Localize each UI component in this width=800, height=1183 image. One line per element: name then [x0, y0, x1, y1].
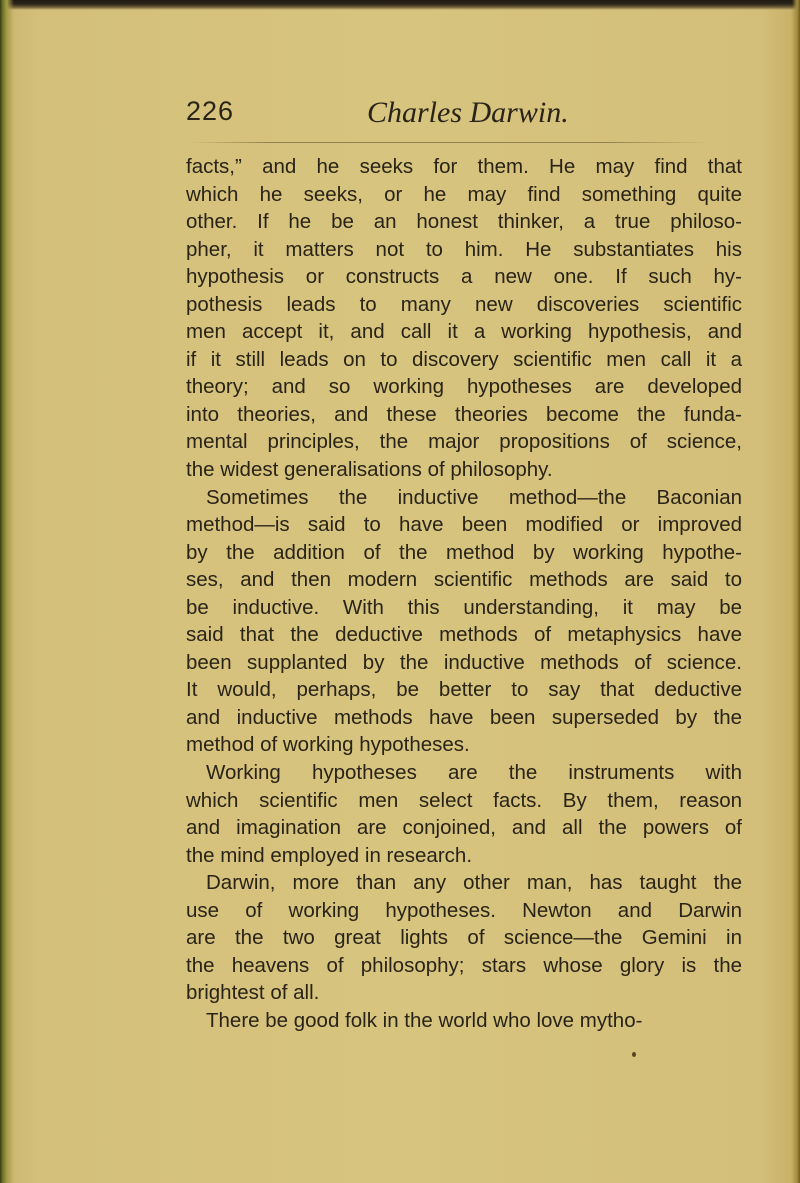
text-line: ses, and then modern scientific methods are said to: [186, 568, 742, 592]
text-line: facts,” and he seeks for them. He may find that: [186, 155, 742, 178]
text-line: if it still leads on to discovery scientific men call it a: [186, 347, 742, 371]
running-head: Charles Darwin.: [367, 96, 569, 129]
text-line: and imagination are conjoined, and all the powers of: [186, 816, 742, 840]
text-line: the widest generalisations of philosophy.: [186, 458, 553, 482]
text-line: by the addition of the method by working hypothe-: [186, 540, 742, 564]
body-text: [186, 153, 742, 1035]
text-line: the heavens of philosophy; stars whose glory is the: [186, 953, 742, 977]
text-line: hypothesis or constructs a new one. If such hy-: [186, 265, 742, 289]
text-line: into theories, and these theories become the funda-: [186, 402, 742, 426]
text-line: brightest of all.: [186, 981, 320, 1005]
text-line: which he seeks, or he may find something quite: [186, 182, 742, 206]
text-line: Sometimes the inductive method—the Baconian: [206, 485, 742, 509]
text-line: be inductive. With this understanding, it may be: [186, 595, 742, 619]
text-line: use of working hypotheses. Newton and Darwin: [186, 898, 742, 922]
text-line: are the two great lights of science—the Gemini in: [186, 926, 742, 950]
text-line: men accept it, and call it a working hypothesis, and: [186, 320, 742, 344]
text-line: said that the deductive methods of metaphysics have: [186, 623, 742, 647]
page-top-edge: [0, 0, 800, 10]
page-number: 226: [186, 96, 235, 126]
page-right-edge: [792, 0, 800, 1183]
header-rule: [190, 142, 710, 143]
text-line: method—is said to have been modified or improved: [186, 513, 742, 537]
text-line: There be good folk in the world who love mytho-: [206, 1008, 643, 1032]
page-left-edge: [0, 0, 14, 1183]
text-line: which scientific men select facts. By them, reason: [186, 788, 742, 812]
page-header: [186, 96, 746, 136]
text-line: theory; and so working hypotheses are developed: [186, 375, 742, 399]
text-line: the mind employed in research.: [186, 843, 473, 867]
text-line: pothesis leads to many new discoveries scientific: [186, 292, 742, 316]
text-line: been supplanted by the inductive methods of science.: [186, 650, 742, 674]
ink-speck: [632, 1052, 636, 1057]
text-line: mental principles, the major propositions of science,: [186, 430, 742, 454]
text-line: Working hypotheses are the instruments with: [206, 761, 742, 785]
text-line: pher, it matters not to him. He substantiates his: [186, 237, 742, 261]
text-line: other. If he be an honest thinker, a true philoso-: [186, 210, 742, 234]
text-line: Darwin, more than any other man, has taught the: [206, 871, 742, 895]
text-line: It would, perhaps, be better to say that deductive: [186, 678, 742, 702]
text-line: method of working hypotheses.: [186, 733, 470, 757]
text-line: and inductive methods have been superseded by the: [186, 705, 742, 729]
